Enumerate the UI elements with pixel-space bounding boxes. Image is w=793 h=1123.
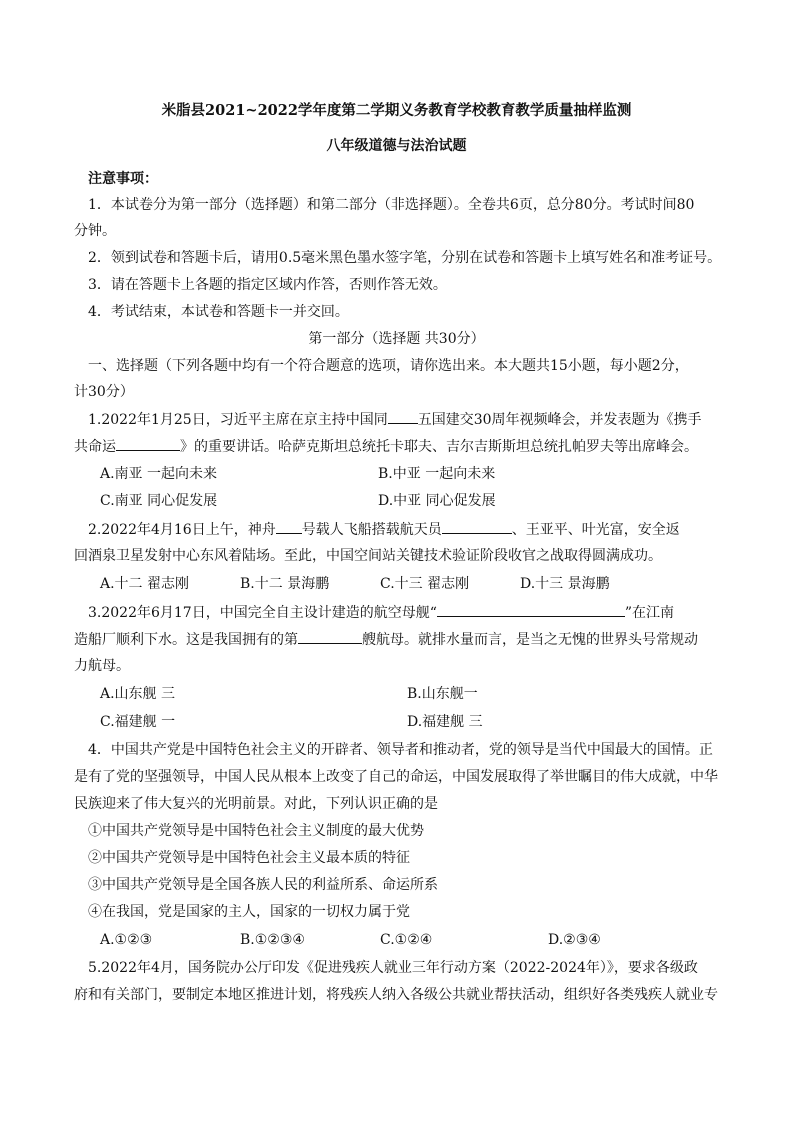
q4-option-d: D.②③④ bbox=[548, 932, 601, 948]
q3-line1 bbox=[88, 602, 738, 623]
q4-statement-3: ③中国共产党领导是全国各族人民的利益所系、命运所系 bbox=[88, 877, 438, 893]
q2-option-d: D.十三 景海鹏 bbox=[520, 576, 610, 592]
q4-option-b: B.①②③④ bbox=[240, 932, 305, 948]
q3-option-d: D.福建舰 三 bbox=[407, 714, 483, 730]
notice-item-2: 2．领到试卷和答题卡后，请用0.5毫米黑色墨水签字笔，分别在试卷和答题卡上填写姓名和准考证号。 bbox=[88, 250, 722, 266]
q1-line1 bbox=[88, 409, 738, 430]
q1-text-b: 五国建交30周年视频峰会，并发表题为《携手 bbox=[417, 412, 702, 428]
q4-line3: 民族迎来了伟大复兴的光明前景。对此，下列认识正确的是 bbox=[74, 796, 438, 812]
q3-blank-1 bbox=[437, 602, 625, 617]
q4-statement-2: ②中国共产党领导是中国特色社会主义最本质的特征 bbox=[88, 850, 410, 866]
q3-text-b: ”在江南 bbox=[624, 605, 675, 621]
notice-item-1: 1．本试卷分为第一部分（选择题）和第二部分（非选择题）。全卷共6页，总分80分。考试时间80 bbox=[88, 197, 695, 213]
q4-line2: 是有了党的坚强领导，中国人民从根本上改变了自己的命运，中国发展取得了举世瞩目的伟大成就，中华 bbox=[74, 769, 718, 785]
q3-line2 bbox=[74, 629, 734, 650]
exam-title: 米脂县2021~2022学年度第二学期义务教育学校教育教学质量抽样监测 bbox=[161, 102, 632, 119]
q1-option-b: B.中亚 一起向未来 bbox=[378, 466, 496, 482]
q4-statement-1: ①中国共产党领导是中国特色社会主义制度的最大优势 bbox=[88, 823, 424, 839]
q3-option-c: C.福建舰 一 bbox=[100, 714, 176, 730]
q3-text-a: 3.2022年6月17日，中国完全自主设计建造的航空母舰“ bbox=[88, 605, 437, 621]
q2-text-a: 2.2022年4月16日上午，神舟 bbox=[88, 522, 276, 538]
q4-line1: 4．中国共产党是中国特色社会主义的开辟者、领导者和推动者，党的领导是当代中国最大的国情。正 bbox=[88, 742, 713, 758]
q2-line1 bbox=[88, 519, 738, 540]
q2-blank-1 bbox=[276, 519, 302, 534]
q1-option-d: D.中亚 同心促发展 bbox=[378, 493, 496, 509]
q1-text-c: 共命运 bbox=[74, 439, 116, 455]
q2-line2: 回酒泉卫星发射中心东风着陆场。至此，中国空间站关键技术验证阶段收官之战取得圆满成功。 bbox=[74, 548, 662, 564]
notice-heading: 注意事项： bbox=[88, 171, 158, 187]
exam-subtitle: 八年级道德与法治试题 bbox=[326, 138, 467, 154]
q1-blank-2 bbox=[116, 436, 180, 451]
q3-text-d: 艘航母。就排水量而言，是当之无愧的世界头号常规动 bbox=[362, 632, 698, 648]
notice-item-3: 3．请在答题卡上各题的指定区域内作答，否则作答无效。 bbox=[88, 277, 447, 293]
q5-line1: 5.2022年4月，国务院办公厅印发《促进残疾人就业三年行动方案（2022-2024年）》，要求各级政 bbox=[88, 960, 698, 976]
q3-text-c: 造船厂顺利下水。这是我国拥有的第 bbox=[74, 632, 298, 648]
q1-line2 bbox=[74, 436, 734, 457]
notice-item-4: 4．考试结束，本试卷和答题卡一并交回。 bbox=[88, 304, 349, 320]
part1-instructions-cont: 计30分） bbox=[74, 384, 134, 400]
q2-text-b: 号载人飞船搭载航天员 bbox=[301, 522, 442, 538]
notice-item-1-cont: 分钟。 bbox=[74, 223, 116, 239]
q2-option-b: B.十二 景海鹏 bbox=[240, 576, 330, 592]
q1-text-a: 1.2022年1月25日，习近平主席在京主持中国同 bbox=[88, 412, 388, 428]
q2-blank-2 bbox=[442, 519, 512, 534]
q1-option-a: A.南亚 一起向未来 bbox=[100, 466, 218, 482]
part1-instructions: 一、选择题（下列各题中均有一个符合题意的选项，请你选出来。本大题共15小题，每小题2分， bbox=[88, 358, 689, 374]
q4-option-c: C.①②④ bbox=[380, 932, 433, 948]
q1-blank-1 bbox=[388, 409, 418, 424]
q4-statement-4: ④在我国，党是国家的主人，国家的一切权力属于党 bbox=[88, 904, 410, 920]
q2-option-a: A.十二 翟志刚 bbox=[100, 576, 190, 592]
q5-line2: 府和有关部门，要制定本地区推进计划，将残疾人纳入各级公共就业帮扶活动，组织好各类残疾人就业专 bbox=[74, 987, 718, 1003]
part1-title: 第一部分（选择题 共30分） bbox=[308, 331, 485, 347]
q3-blank-2 bbox=[298, 629, 362, 644]
q4-option-a: A.①②③ bbox=[100, 932, 153, 948]
q3-option-a: A.山东舰 三 bbox=[100, 686, 176, 702]
q1-option-c: C.南亚 同心促发展 bbox=[100, 493, 218, 509]
q2-option-c: C.十三 翟志刚 bbox=[380, 576, 470, 592]
q3-option-b: B.山东舰一 bbox=[407, 686, 478, 702]
q2-text-c: 、王亚平、叶光富，安全返 bbox=[511, 522, 680, 538]
q3-line3: 力航母。 bbox=[74, 658, 130, 674]
q1-text-d: 》的重要讲话。哈萨克斯坦总统托卡耶夫、吉尔吉斯斯坦总统扎帕罗夫等出席峰会。 bbox=[180, 439, 698, 455]
